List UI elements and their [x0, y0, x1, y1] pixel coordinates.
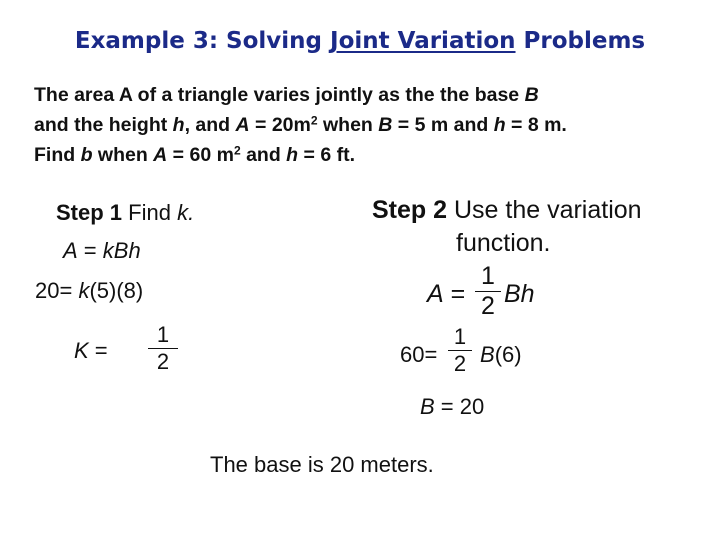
formula-text: =: [443, 280, 466, 308]
step2-sub-fraction: [448, 326, 472, 375]
problem-var: B: [524, 84, 539, 106]
problem-text: and the height: [34, 114, 173, 136]
conclusion: The base is 20 meters.: [210, 452, 434, 477]
formula-text: =: [77, 238, 103, 263]
step1-fraction: [148, 324, 178, 373]
step1-formula: [63, 238, 141, 264]
formula-text: (5)(8): [89, 278, 144, 303]
problem-line-1: [34, 84, 539, 107]
problem-var: h: [493, 114, 506, 136]
formula-var: B: [420, 394, 435, 419]
problem-line-2: [34, 114, 567, 137]
formula-var: k: [78, 278, 90, 303]
problem-var: A: [153, 144, 168, 166]
problem-text: when: [317, 114, 379, 136]
problem-text: Find: [34, 144, 81, 166]
title-suffix: Problems: [515, 28, 646, 54]
problem-text: when: [92, 144, 154, 166]
formula-var: B: [480, 342, 495, 367]
formula-text: = 20: [434, 394, 485, 419]
formula-text: 20=: [35, 278, 79, 303]
fraction-denominator: 2: [156, 349, 170, 374]
formula-var: A: [427, 280, 444, 308]
problem-exponent: 2: [233, 143, 241, 158]
fraction-denominator: 2: [453, 351, 467, 376]
problem-text: = 5 m and: [392, 114, 494, 136]
problem-var: h: [172, 114, 185, 136]
problem-text: = 8 m.: [505, 114, 567, 136]
problem-line-3: [34, 144, 355, 167]
fraction-numerator: 1: [453, 324, 467, 349]
step1-var: k.: [177, 200, 195, 225]
formula-var: A: [63, 238, 78, 263]
problem-text: = 6 ft.: [298, 144, 355, 166]
problem-var: b: [80, 144, 93, 166]
step2-sub-rhs: [480, 342, 522, 368]
problem-var: A: [235, 114, 250, 136]
step2-label: Step 2: [372, 196, 448, 224]
formula-var: kBh: [102, 238, 141, 263]
step1-heading: [56, 200, 194, 226]
problem-text: = 60 m: [167, 144, 234, 166]
step1-substitution: [35, 278, 143, 304]
step2-heading-line2: function.: [456, 229, 551, 257]
formula-text: =: [88, 338, 108, 363]
step1-result-lhs: [74, 338, 108, 364]
step2-text: Use the variation: [447, 196, 642, 224]
step2-result: [420, 394, 484, 420]
problem-var: h: [286, 144, 299, 166]
step2-sub-lhs: 60=: [400, 342, 438, 367]
formula-text: (6): [494, 342, 522, 367]
problem-exponent: 2: [310, 113, 318, 128]
step2-heading: [372, 196, 642, 225]
problem-text: , and: [184, 114, 236, 136]
formula-var: K: [74, 338, 89, 363]
step1-label: Step 1: [56, 200, 123, 225]
step2-formula-rhs: [504, 280, 535, 309]
problem-var: B: [378, 114, 393, 136]
fraction-numerator: 1: [481, 262, 495, 290]
fraction-denominator: 2: [481, 292, 495, 320]
problem-text: The area A of a triangle varies jointly as the the base: [34, 84, 525, 106]
formula-var: Bh: [504, 280, 535, 308]
page-title: [0, 28, 720, 54]
title-prefix: Example 3: Solving: [74, 28, 331, 54]
title-underlined: Joint Variation: [330, 28, 516, 54]
step1-text: Find: [122, 200, 178, 225]
step2-formula-lhs: [427, 280, 465, 309]
problem-text: = 20m: [249, 114, 311, 136]
step2-formula-fraction: [475, 264, 501, 319]
fraction-numerator: 1: [156, 322, 170, 347]
problem-text: and: [240, 144, 287, 166]
